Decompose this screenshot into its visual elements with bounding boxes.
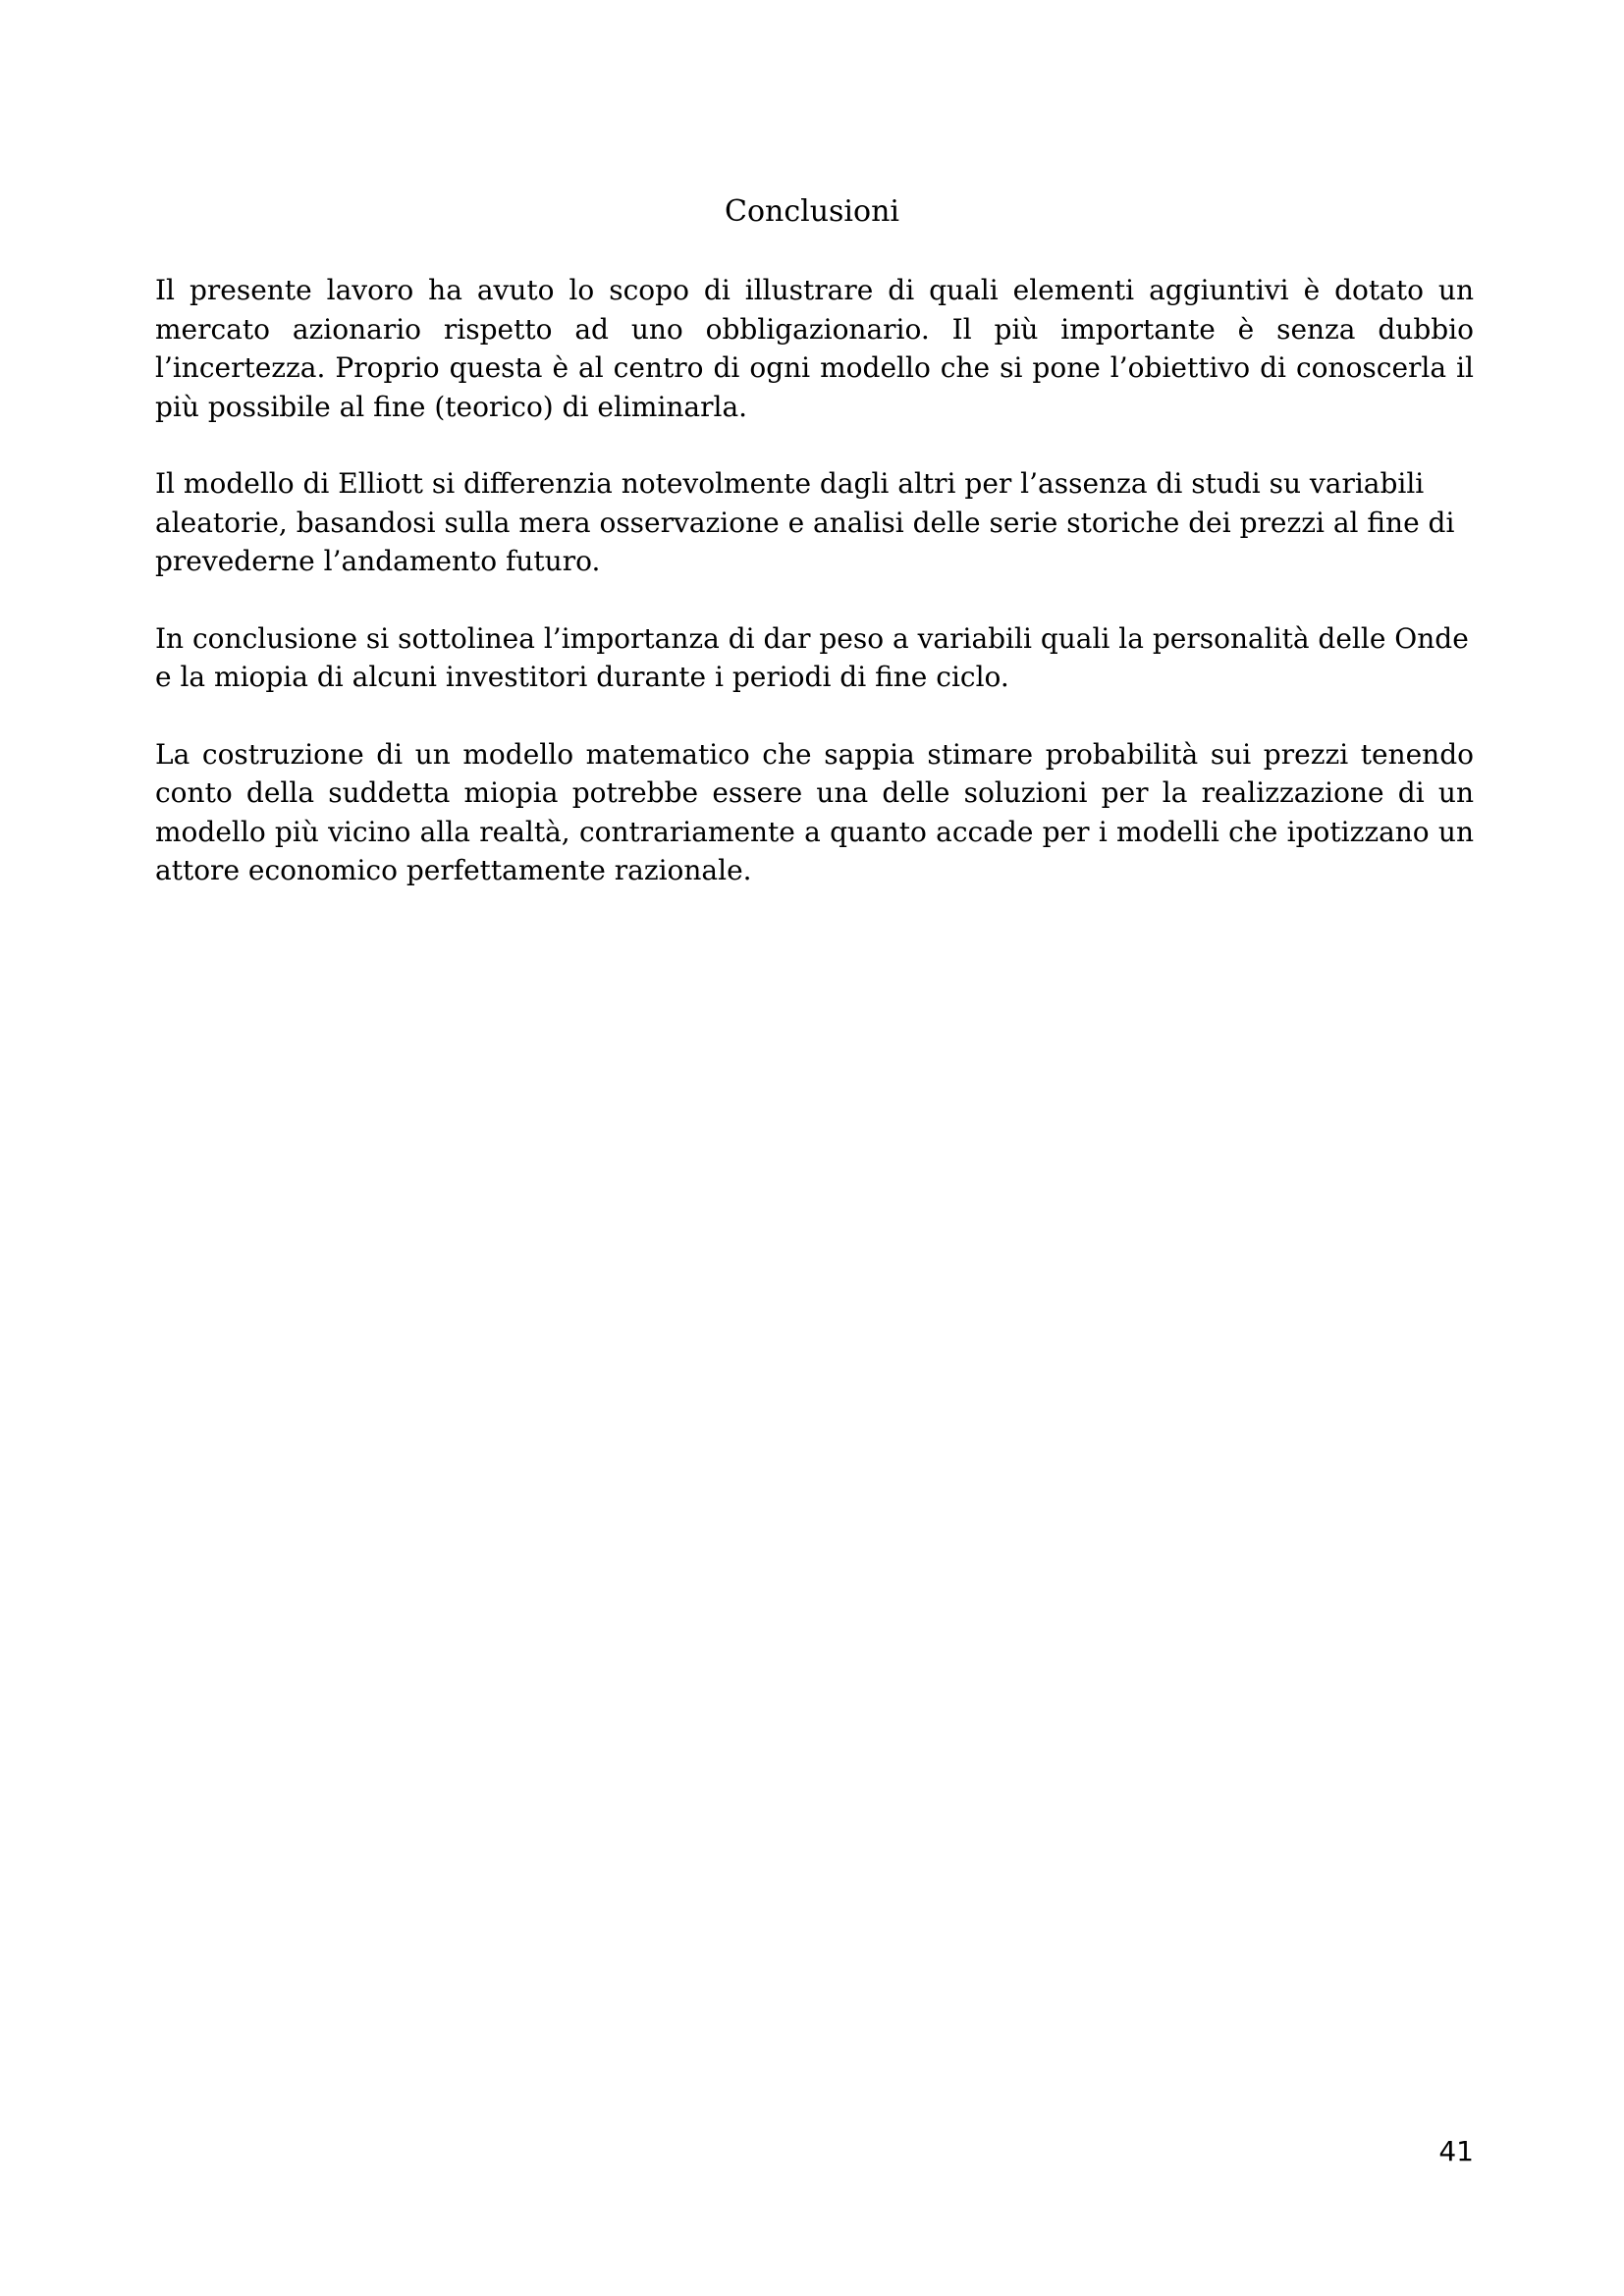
page-number: 41 xyxy=(1438,2135,1474,2167)
paragraph-2 xyxy=(155,464,1474,581)
paragraph-1-line-2: mercato azionario rispetto ad uno obbligazionario. Il più importante è senza dubbio xyxy=(155,312,1474,346)
paragraph-3-line-2: e la miopia di alcuni investitori durante i periodi di fine ciclo. xyxy=(155,661,1009,693)
paragraph-2-line-1: Il modello di Elliott si differenzia notevolmente dagli altri per l’assenza di studi su variabili xyxy=(155,467,1425,500)
paragraph-2-line-2: aleatorie, basandosi sulla mera osservazione e analisi delle serie storiche dei prezzi al fine di xyxy=(155,506,1455,539)
document-body xyxy=(155,271,1474,929)
paragraph-4-line-3: modello più vicino alla realtà, contrariamente a quanto accade per i modelli che ipotizzano un xyxy=(155,815,1474,848)
paragraph-1-line-4: più possibile al fine (teorico) di eliminarla. xyxy=(155,390,748,423)
paragraph-4-line-1: La costruzione di un modello matematico che sappia stimare probabilità sui prezzi tenendo xyxy=(155,737,1474,771)
page-title: Conclusioni xyxy=(724,194,900,229)
paragraph-3 xyxy=(155,619,1474,697)
paragraph-4-line-4: attore economico perfettamente razionale. xyxy=(155,854,752,886)
paragraph-1-line-3: l’incertezza. Proprio questa è al centro di ogni modello che si pone l’obiettivo di conoscerla il xyxy=(155,351,1474,384)
paragraph-1 xyxy=(155,271,1474,426)
paragraph-4 xyxy=(155,735,1474,890)
paragraph-4-line-2: conto della suddetta miopia potrebbe essere una delle soluzioni per la realizzazione di un xyxy=(155,776,1474,809)
paragraph-1-line-1: Il presente lavoro ha avuto lo scopo di illustrare di quali elementi aggiuntivi è dotato un xyxy=(155,274,1474,306)
paragraph-2-line-3: prevederne l’andamento futuro. xyxy=(155,545,601,577)
paragraph-3-line-1: In conclusione si sottolinea l’importanza di dar peso a variabili quali la personalità delle Onde xyxy=(155,621,1469,655)
